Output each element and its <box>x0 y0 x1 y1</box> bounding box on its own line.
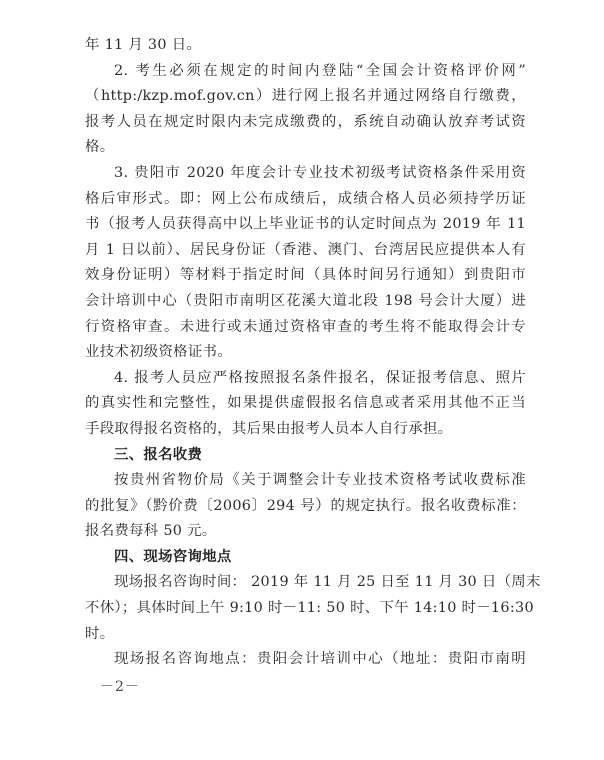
text-line: 格。 <box>85 139 115 156</box>
text-line: 的真实性和完整性，如果提供虚假报名信息或者采用其他不正当 <box>85 395 526 412</box>
text-line: 的批复》（黔价费〔2006〕294 号）的规定执行。报名收费标准： <box>85 497 526 514</box>
text-line: 报名费每科 50 元。 <box>85 523 217 540</box>
text-line: 书（报考人员获得高中以上毕业证书的认定时间点为 2019 年 11 <box>85 216 526 233</box>
text-line: （http:/kzp.mof.gov.cn）进行网上报名并通过网络自行缴费， <box>85 88 526 105</box>
text-line: 时。 <box>85 625 115 642</box>
section-heading-consultation: 四、现场咨询地点 <box>114 548 232 565</box>
text-line: 年 11 月 30 日。 <box>85 37 202 53</box>
text-line: 3. 贵阳市 2020 年度会计专业技术初级考试资格条件采用资 <box>114 164 526 181</box>
text-line: 现场报名咨询地点：贵阳会计培训中心（地址：贵阳市南明 <box>114 651 526 668</box>
text-line: 手段取得报名资格的，其后果由报考人员本人自行承担。 <box>85 420 453 437</box>
text-line: 格后审形式。即：网上公布成绩后，成绩合格人员必须持学历证 <box>85 190 526 207</box>
text-line: 报考人员在规定时限内未完成缴费的，系统自动确认放弃考试资 <box>85 113 526 130</box>
text-line: 4. 报考人员应严格按照报名条件报名，保证报考信息、照片 <box>114 369 526 386</box>
text-line: 行资格审查。未进行或未通过资格审查的考生将不能取得会计专 <box>85 318 526 335</box>
text-line: 月 1 日以前）、居民身份证（香港、澳门、台湾居民应提供本人有 <box>85 241 526 258</box>
text-line: 现场报名咨询时间： 2019 年 11 月 25 日至 11 月 30 日（周末 <box>114 574 541 591</box>
text-line: 业技术初级资格证书。 <box>85 344 232 361</box>
document-page <box>85 33 541 673</box>
text-line: 不休）；具体时间上午 9:10 时－11: 50 时、下午 14:10 时－16:30 <box>85 600 534 617</box>
text-line: 效身份证明）等材料于指定时间（具体时间另行通知）到贵阳市 <box>85 267 526 284</box>
page-number: －2－ <box>100 679 140 695</box>
text-line: 按贵州省物价局《关于调整会计专业技术资格考试收费标准 <box>114 472 526 489</box>
section-heading-fees: 三、报名收费 <box>114 446 203 463</box>
text-line: 会计培训中心（贵阳市南明区花溪大道北段 198 号会计大厦）进 <box>85 292 526 309</box>
text-line: 2. 考生必须在规定的时间内登陆“全国会计资格评价网” <box>114 62 526 79</box>
